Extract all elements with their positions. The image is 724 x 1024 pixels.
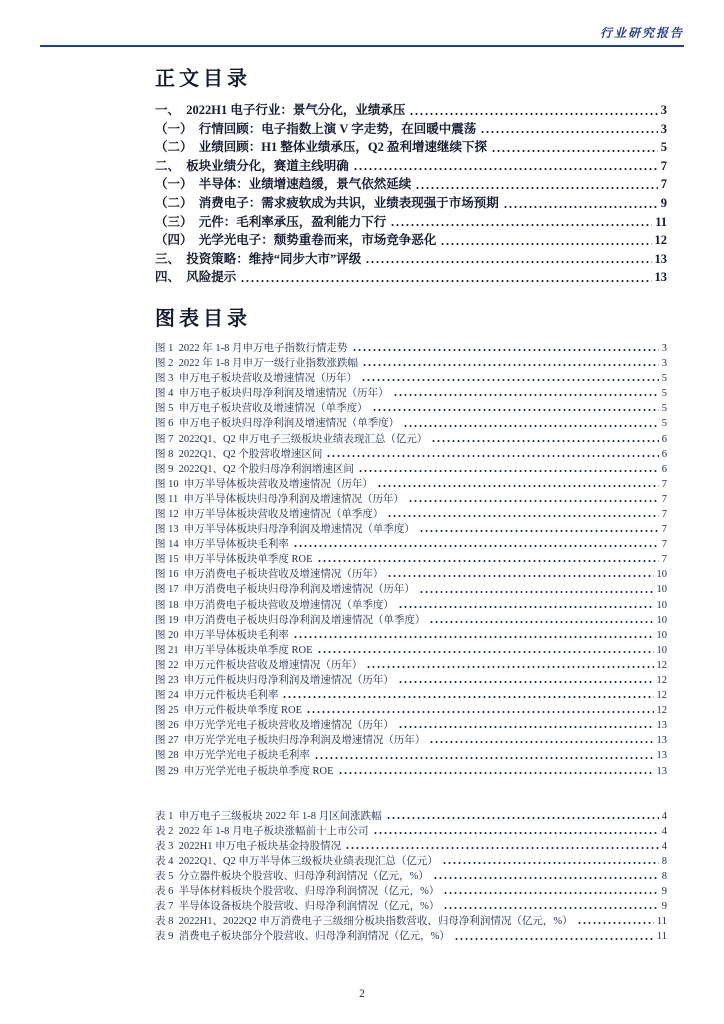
- table-toc-entry[interactable]: [155, 883, 667, 898]
- figure-toc-page-number: 5: [661, 418, 667, 430]
- dotted-leader: [365, 260, 651, 264]
- dotted-leader: [403, 424, 659, 428]
- figure-toc-entry[interactable]: [155, 657, 667, 672]
- figure-toc-entry[interactable]: [155, 521, 667, 536]
- dotted-leader: [358, 469, 659, 473]
- figure-toc-entry[interactable]: [155, 581, 667, 596]
- main-toc-label: （一） 行情回顾：电子指数上演 V 字走势，在回暖中震荡: [155, 121, 477, 136]
- main-toc-page-number: 7: [660, 158, 667, 173]
- figures-toc-list: [155, 340, 667, 778]
- figure-toc-page-number: 7: [661, 493, 667, 505]
- table-toc-entry[interactable]: [155, 868, 667, 883]
- dotted-leader: [306, 710, 654, 714]
- dotted-leader: [366, 665, 653, 669]
- figure-toc-entry[interactable]: [155, 506, 667, 521]
- figure-toc-entry[interactable]: [155, 551, 667, 566]
- table-toc-entry[interactable]: [155, 808, 667, 823]
- table-toc-label: 表 8 2022H1、2022Q2 申万消费电子三级细分板块指数营收、归母净利润情况（亿元，%）: [155, 916, 573, 928]
- main-toc-label: 四、 风险提示: [155, 270, 237, 285]
- figure-toc-entry[interactable]: [155, 627, 667, 642]
- figure-toc-page-number: 13: [656, 765, 667, 777]
- figure-toc-page-number: 7: [661, 539, 667, 551]
- figure-toc-page-number: 10: [656, 584, 667, 596]
- main-toc-entry[interactable]: [155, 230, 667, 249]
- figure-toc-page-number: 13: [656, 735, 667, 747]
- figure-toc-entry[interactable]: [155, 747, 667, 762]
- dotted-leader: [387, 574, 653, 578]
- figure-toc-page-number: 3: [661, 342, 667, 354]
- figure-toc-entry[interactable]: [155, 597, 667, 612]
- figure-toc-label: 图 13 申万半导体板块归母净利润及增速情况（单季度）: [155, 524, 415, 536]
- toc-content: [155, 66, 667, 944]
- table-toc-page-number: 9: [661, 886, 667, 898]
- dotted-leader: [338, 771, 654, 775]
- figure-toc-entry[interactable]: [155, 415, 667, 430]
- main-toc-page-number: 9: [660, 195, 667, 210]
- dotted-leader: [317, 650, 654, 654]
- figure-toc-label: 图 18 申万消费电子板块营收及增速情况（单季度）: [155, 599, 394, 611]
- dotted-leader: [398, 680, 654, 684]
- main-toc-entry[interactable]: [155, 193, 667, 212]
- main-toc-entry[interactable]: [155, 137, 667, 156]
- table-toc-label: 表 9 消费电子板块部分个股营收、归母净利润情况（亿元，%）: [155, 931, 450, 943]
- figure-toc-page-number: 10: [656, 569, 667, 581]
- figure-toc-label: 图 20 申万半导体板块毛利率: [155, 629, 289, 641]
- table-toc-label: 表 3 2022H1 申万电子板块基金持股情况: [155, 840, 342, 852]
- main-toc-entry[interactable]: [155, 100, 667, 119]
- dotted-leader: [577, 921, 654, 925]
- figure-toc-entry[interactable]: [155, 732, 667, 747]
- figure-toc-page-number: 5: [661, 388, 667, 400]
- figure-toc-label: 图 28 申万光学光电子板块毛利率: [155, 750, 310, 762]
- figure-toc-page-number: 10: [656, 629, 667, 641]
- figure-toc-label: 图 3 申万电子板块营收及增速情况（历年）: [155, 373, 358, 385]
- figure-toc-label: 图 6 申万电子板块归母净利润及增速情况（单季度）: [155, 418, 400, 430]
- dotted-leader: [293, 635, 654, 639]
- figure-toc-entry[interactable]: [155, 400, 667, 415]
- dotted-leader: [433, 876, 659, 880]
- figure-toc-entry[interactable]: [155, 431, 667, 446]
- figure-toc-page-number: 12: [656, 690, 667, 702]
- figure-toc-label: 图 15 申万半导体板块单季度 ROE: [155, 554, 313, 566]
- main-toc-page-number: 13: [654, 270, 667, 285]
- main-toc-entry[interactable]: [155, 156, 667, 175]
- figure-toc-page-number: 13: [656, 720, 667, 732]
- figure-toc-label: 图 25 申万元件板块单季度 ROE: [155, 705, 302, 717]
- main-toc-entry[interactable]: [155, 249, 667, 268]
- dotted-leader: [429, 740, 653, 744]
- figure-toc-label: 图 8 2022Q1、Q2 个股营收增速区间: [155, 448, 323, 460]
- figure-toc-page-number: 5: [661, 373, 667, 385]
- figure-toc-label: 图 17 申万消费电子板块归母净利润及增速情况（历年）: [155, 584, 415, 596]
- main-toc-title: 正文目录: [155, 68, 251, 90]
- figure-toc-page-number: 13: [656, 750, 667, 762]
- main-toc-label: 一、 2022H1 电子行业：景气分化，业绩承压: [155, 103, 406, 117]
- table-toc-page-number: 11: [656, 916, 667, 928]
- main-toc-label: 二、 板块业绩分化，赛道主线明确: [155, 158, 349, 173]
- figure-toc-page-number: 6: [661, 433, 667, 445]
- table-toc-label: 表 5 分立器件板块个股营收、归母净利润情况（亿元，%）: [155, 871, 429, 883]
- figure-toc-entry[interactable]: [155, 642, 667, 657]
- figure-toc-entry[interactable]: [155, 340, 667, 355]
- figure-toc-label: 图 24 申万元件板块毛利率: [155, 690, 279, 702]
- main-toc-entry[interactable]: [155, 267, 667, 286]
- dotted-leader: [293, 544, 659, 548]
- figure-toc-page-number: 10: [656, 644, 667, 656]
- table-toc-page-number: 8: [661, 871, 667, 883]
- figure-toc-page-number: 12: [656, 659, 667, 671]
- main-toc-label: （三） 元件：毛利率承压，盈利能力下行: [155, 214, 387, 229]
- main-toc-page-number: 3: [660, 103, 667, 117]
- figure-toc-page-number: 5: [661, 403, 667, 415]
- dotted-leader: [408, 499, 659, 503]
- main-toc-page-number: 11: [655, 214, 667, 229]
- figure-toc-page-number: 12: [656, 675, 667, 686]
- main-toc-entry[interactable]: [155, 174, 667, 193]
- figure-toc-entry[interactable]: [155, 687, 667, 702]
- table-toc-label: 表 4 2022Q1、Q2 申万半导体三级板块业绩表现汇总（亿元）: [155, 855, 438, 867]
- dotted-leader: [393, 393, 659, 397]
- dotted-leader: [440, 242, 651, 246]
- table-toc-label: 表 2 2022 年 1-8 月电子板块涨幅前十上市公司: [155, 825, 369, 837]
- dotted-leader: [386, 816, 659, 820]
- figure-toc-label: 图 1 2022 年 1-8 月申万电子指数行情走势: [155, 342, 348, 354]
- figure-toc-label: 图 2 2022 年 1-8 月申万一级行业指数涨跌幅: [155, 358, 358, 370]
- figure-toc-label: 图 5 申万电子板块营收及增速情况（单季度）: [155, 403, 368, 415]
- dotted-leader: [314, 756, 654, 760]
- figure-toc-label: 图 19 申万消费电子板块归母净利润及增速情况（单季度）: [155, 614, 426, 626]
- dotted-leader: [443, 891, 658, 895]
- figures-toc-title: 图表目录: [155, 307, 251, 330]
- figure-toc-entry[interactable]: [155, 763, 667, 778]
- figure-toc-label: 图 21 申万半导体板块单季度 ROE: [155, 644, 313, 656]
- figure-toc-label: 图 26 申万光学光电子板块营收及增速情况（历年）: [155, 720, 394, 732]
- figure-toc-entry[interactable]: [155, 536, 667, 551]
- table-toc-entry[interactable]: [155, 898, 667, 913]
- figure-toc-label: 图 27 申万光学光电子板块归母净利润及增速情况（历年）: [155, 735, 426, 747]
- dotted-leader: [454, 937, 654, 941]
- dotted-leader: [377, 484, 659, 488]
- figure-toc-page-number: 7: [661, 478, 667, 490]
- figure-toc-page-number: 6: [661, 463, 667, 475]
- table-toc-entry[interactable]: [155, 823, 667, 838]
- dotted-leader: [240, 279, 651, 283]
- figure-toc-page-number: 7: [661, 508, 667, 520]
- figure-toc-entry[interactable]: [155, 491, 667, 506]
- main-toc-page-number: 5: [660, 140, 667, 155]
- figure-toc-entry[interactable]: [155, 385, 667, 400]
- dotted-leader: [415, 186, 657, 190]
- main-toc-page-number: 7: [660, 177, 667, 192]
- dotted-leader: [443, 906, 658, 910]
- figure-toc-page-number: 6: [661, 448, 667, 460]
- table-toc-entry[interactable]: [155, 838, 667, 853]
- table-toc-label: 表 7 半导体设备板块个股营收、归母净利润情况（亿元，%）: [155, 901, 440, 913]
- figure-toc-page-number: 3: [661, 358, 667, 370]
- dotted-leader: [373, 831, 659, 835]
- table-toc-label: 表 1 申万电子三级板块 2022 年 1-8 月区间涨跌幅: [155, 810, 382, 822]
- dotted-leader: [409, 112, 657, 116]
- report-type-label: 行业研究报告: [599, 26, 684, 40]
- dotted-leader: [398, 725, 654, 729]
- table-toc-page-number: 4: [661, 810, 667, 822]
- figure-toc-label: 图 22 申万元件板块营收及增速情况（历年）: [155, 659, 363, 671]
- table-toc-entry[interactable]: [155, 853, 667, 868]
- main-toc-label: 三、 投资策略：维持“同步大市”评级: [155, 251, 362, 266]
- figure-toc-entry[interactable]: [155, 717, 667, 732]
- dotted-leader: [419, 590, 654, 594]
- dotted-leader: [429, 620, 653, 624]
- dotted-leader: [361, 378, 659, 382]
- table-toc-page-number: 8: [661, 855, 667, 867]
- main-toc-label: （二） 消费电子：需求疲软成为共识，业绩表现强于市场预期: [155, 195, 499, 210]
- table-toc-page-number: 11: [656, 931, 667, 943]
- dotted-leader: [419, 529, 659, 533]
- dotted-leader: [387, 514, 658, 518]
- figure-toc-label: 图 7 2022Q1、Q2 申万电子三级板块业绩表现汇总（亿元）: [155, 433, 428, 445]
- dotted-leader: [326, 454, 658, 458]
- figure-toc-label: 图 12 申万半导体板块营收及增速情况（单季度）: [155, 508, 384, 520]
- main-toc-page-number: 13: [654, 251, 667, 266]
- main-toc-label: （二） 业绩回顾：H1 整体业绩承压，Q2 盈利增速继续下探: [155, 140, 487, 155]
- main-toc-entry[interactable]: [155, 212, 667, 231]
- dotted-leader: [398, 605, 654, 609]
- table-toc-page-number: 9: [661, 901, 667, 913]
- figure-toc-label: 图 10 申万半导体板块营收及增速情况（历年）: [155, 478, 373, 490]
- figure-toc-page-number: 7: [661, 554, 667, 566]
- figure-toc-page-number: 10: [656, 599, 667, 611]
- figure-toc-label: 图 4 申万电子板块归母净利润及增速情况（历年）: [155, 388, 389, 400]
- dotted-leader: [390, 223, 652, 227]
- main-toc-label: （一） 半导体：业绩增速趋缓，景气依然延续: [155, 177, 412, 192]
- figure-toc-entry[interactable]: [155, 612, 667, 627]
- figure-toc-page-number: 12: [656, 705, 667, 717]
- figure-toc-entry[interactable]: [155, 566, 667, 581]
- table-toc-entry[interactable]: [155, 913, 667, 928]
- table-toc-label: 表 6 半导体材料板块个股营收、归母净利润情况（亿元，%）: [155, 886, 440, 898]
- figure-toc-label: 图 29 申万光学光电子板块单季度 ROE: [155, 765, 334, 777]
- dotted-leader: [345, 846, 659, 850]
- figure-toc-label: 图 11 申万半导体板块归母净利润及增速情况（历年）: [155, 493, 404, 505]
- dotted-leader: [317, 559, 659, 563]
- figure-toc-page-number: 7: [661, 524, 667, 536]
- dotted-leader: [372, 408, 659, 412]
- main-toc-page-number: 3: [660, 121, 667, 136]
- tables-toc-list: [155, 808, 667, 944]
- figure-toc-entry[interactable]: [155, 672, 667, 687]
- table-toc-page-number: 4: [661, 840, 667, 852]
- main-toc-entry[interactable]: [155, 119, 667, 138]
- main-toc-list: [155, 100, 667, 286]
- dotted-leader: [282, 695, 653, 699]
- dotted-leader: [352, 348, 659, 352]
- figure-toc-label: 图 9 2022Q1、Q2 个股归母净利润增速区间: [155, 463, 354, 475]
- dotted-leader: [442, 861, 659, 865]
- figure-toc-label: 图 16 申万消费电子板块营收及增速情况（历年）: [155, 569, 384, 581]
- table-toc-page-number: 4: [661, 825, 667, 837]
- dotted-leader: [491, 149, 658, 153]
- dotted-leader: [362, 363, 659, 367]
- figure-toc-entry[interactable]: [155, 476, 667, 491]
- dotted-leader: [503, 205, 658, 209]
- figure-toc-entry[interactable]: [155, 702, 667, 717]
- figure-toc-entry[interactable]: [155, 461, 667, 476]
- figure-toc-entry[interactable]: [155, 370, 667, 385]
- figure-toc-label: 图 14 申万半导体板块毛利率: [155, 539, 289, 551]
- dotted-leader: [431, 439, 658, 443]
- table-toc-entry[interactable]: [155, 928, 667, 943]
- header-rule: [40, 45, 684, 47]
- page-footer: [0, 988, 724, 1000]
- figure-toc-entry[interactable]: [155, 355, 667, 370]
- page-number: 2: [359, 988, 365, 1000]
- main-toc-label: （四） 光学光电子：颓势重卷而来，市场竞争恶化: [155, 233, 437, 248]
- figure-toc-label: 图 23 申万元件板块归母净利润及增速情况（历年）: [155, 675, 394, 686]
- dotted-leader: [353, 167, 658, 171]
- main-toc-page-number: 12: [654, 233, 667, 248]
- figure-toc-page-number: 10: [656, 614, 667, 626]
- figure-toc-entry[interactable]: [155, 446, 667, 461]
- dotted-leader: [480, 130, 657, 134]
